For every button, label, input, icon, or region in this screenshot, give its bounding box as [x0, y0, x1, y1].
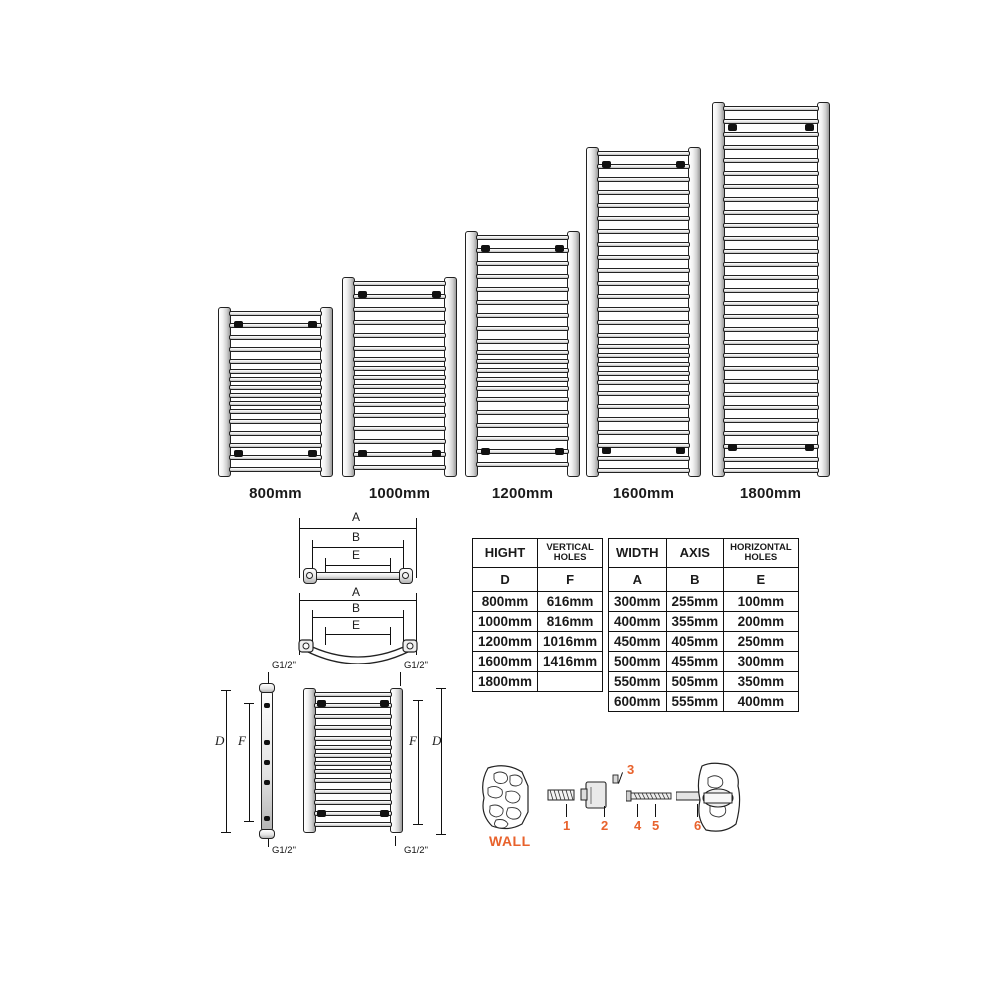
- vertical-holes-cell: 816mm: [538, 611, 603, 631]
- radiator-label-1200mm: 1200mm: [491, 485, 554, 502]
- height-table: [472, 538, 603, 692]
- radiator-label-1600mm: 1600mm: [612, 485, 675, 502]
- width-table: [608, 538, 799, 712]
- mounting-bolt: [481, 448, 490, 455]
- radiator-1000mm: [342, 277, 457, 477]
- radiator-rails: [597, 147, 690, 477]
- mounting-bolt: [481, 245, 490, 252]
- leader-4: [637, 804, 638, 817]
- mounting-bolt: [805, 124, 814, 131]
- height-table-sub-f: F: [538, 567, 603, 591]
- mounting-bolt: [602, 447, 611, 454]
- width-table-header-axis: AXIS: [666, 539, 724, 568]
- leader-5: [655, 804, 656, 817]
- bracket-hole-left: [306, 572, 313, 579]
- vertical-holes-cell: [538, 671, 603, 691]
- bracket-straight-bar: [310, 572, 406, 580]
- table-row: [609, 671, 799, 691]
- table-row: [609, 611, 799, 631]
- leader-2: [604, 806, 605, 817]
- side-profile-bottom-fitting: [259, 829, 275, 839]
- table-row: [473, 591, 603, 611]
- part-number-5: 5: [652, 818, 660, 833]
- axis-cell: 505mm: [666, 671, 724, 691]
- mounting-bolt: [308, 450, 317, 457]
- side-view-label-f: F: [238, 733, 246, 748]
- leader-1: [566, 804, 567, 817]
- bracket-curved-label-b: B: [352, 601, 361, 615]
- part-number-2: 2: [601, 818, 609, 833]
- side-profile-hole: [264, 816, 270, 821]
- bracket-curved-shape: [296, 636, 420, 664]
- radiator-rails: [353, 277, 446, 477]
- width-cell: 450mm: [609, 631, 667, 651]
- width-table-header-horizontal-holes: HORIZONTAL HOLES: [724, 539, 799, 568]
- radiator-rails: [723, 102, 819, 477]
- width-table-sub-b: B: [666, 567, 724, 591]
- part-number-3: 3: [627, 762, 635, 777]
- width-table-sub-a: A: [609, 567, 667, 591]
- wall-section-right-icon: [694, 762, 746, 834]
- mounting-bolt: [555, 245, 564, 252]
- horizontal-holes-cell: 400mm: [724, 691, 799, 711]
- bracket-curved-label-a: A: [352, 585, 361, 599]
- mounting-bolt: [676, 161, 685, 168]
- height-cell: 1600mm: [473, 651, 538, 671]
- mounting-bolt: [728, 124, 737, 131]
- axis-cell: 405mm: [666, 631, 724, 651]
- vertical-holes-cell: 1416mm: [538, 651, 603, 671]
- mounting-bolt: [676, 447, 685, 454]
- height-cell: 800mm: [473, 591, 538, 611]
- bracket-top-label-a: A: [352, 510, 361, 524]
- mounting-bolt: [234, 450, 243, 457]
- mounting-bolt: [358, 291, 367, 298]
- mounting-bolt: [234, 321, 243, 328]
- front-view-connection-top-right: G1/2": [404, 660, 428, 671]
- mounting-bolt: [555, 448, 564, 455]
- radiator-800mm: [218, 307, 333, 477]
- radiator-1200mm: [465, 231, 580, 477]
- radiator-1800mm: [712, 102, 830, 477]
- table-row: [609, 691, 799, 711]
- width-cell: 500mm: [609, 651, 667, 671]
- side-view-label-d: D: [215, 733, 225, 748]
- axis-cell: 455mm: [666, 651, 724, 671]
- width-cell: 400mm: [609, 611, 667, 631]
- side-profile-top-fitting: [259, 683, 275, 693]
- table-row: [609, 651, 799, 671]
- mounting-bolt: [358, 450, 367, 457]
- radiator-label-1800mm: 1800mm: [739, 485, 802, 502]
- table-row: [473, 611, 603, 631]
- part-number-6: 6: [694, 818, 702, 833]
- mounting-bolt: [432, 450, 441, 457]
- bracket-top-label-b: B: [352, 530, 361, 544]
- side-profile-hole: [264, 740, 270, 745]
- mounting-bolt: [602, 161, 611, 168]
- side-view-connection-bottom: G1/2": [272, 845, 296, 856]
- side-profile-hole: [264, 760, 270, 765]
- width-cell: 600mm: [609, 691, 667, 711]
- vertical-holes-cell: 616mm: [538, 591, 603, 611]
- front-view-label-f: F: [409, 733, 417, 748]
- part-number-1: 1: [563, 818, 571, 833]
- axis-cell: 555mm: [666, 691, 724, 711]
- height-table-header-vertical-holes: VERTICAL HOLES: [538, 539, 603, 568]
- mounting-bolt: [805, 444, 814, 451]
- mounting-bolt: [317, 700, 326, 707]
- mounting-bolt: [432, 291, 441, 298]
- vertical-holes-cell: 1016mm: [538, 631, 603, 651]
- leader-line-bottom-right: [395, 836, 396, 846]
- radiator-rails: [476, 231, 569, 477]
- table-row: [609, 591, 799, 611]
- horizontal-holes-cell: 250mm: [724, 631, 799, 651]
- width-cell: 550mm: [609, 671, 667, 691]
- height-cell: 1200mm: [473, 631, 538, 651]
- leader-line-bottom-left: [268, 839, 269, 847]
- radiator-label-800mm: 800mm: [249, 485, 302, 502]
- bracket-top-label-e: E: [352, 548, 361, 562]
- height-table-sub-d: D: [473, 567, 538, 591]
- horizontal-holes-cell: 300mm: [724, 651, 799, 671]
- height-table-header-hight: HIGHT: [473, 539, 538, 568]
- leader-line-top-left: [268, 672, 269, 684]
- table-row: [473, 671, 603, 691]
- table-row: [473, 631, 603, 651]
- mounting-bolt: [728, 444, 737, 451]
- side-view-connection-top: G1/2": [272, 660, 296, 671]
- wall-plug-icon: [546, 786, 578, 804]
- width-table-sub-e: E: [724, 567, 799, 591]
- width-table-header-width: WIDTH: [609, 539, 667, 568]
- horizontal-holes-cell: 200mm: [724, 611, 799, 631]
- mounting-bolt: [308, 321, 317, 328]
- axis-cell: 255mm: [666, 591, 724, 611]
- table-row: [473, 651, 603, 671]
- axis-cell: 355mm: [666, 611, 724, 631]
- radiator-1600mm: [586, 147, 701, 477]
- horizontal-holes-cell: 100mm: [724, 591, 799, 611]
- width-cell: 300mm: [609, 591, 667, 611]
- wall-section-left-icon: [478, 762, 546, 832]
- mounting-bolt: [317, 810, 326, 817]
- height-cell: 1000mm: [473, 611, 538, 631]
- height-cell: 1800mm: [473, 671, 538, 691]
- side-profile-hole: [264, 780, 270, 785]
- wall-label: WALL: [489, 833, 531, 849]
- front-view-label-d: D: [432, 733, 442, 748]
- front-view-connection-bottom-right: G1/2": [404, 845, 428, 856]
- horizontal-holes-cell: 350mm: [724, 671, 799, 691]
- side-profile-hole: [264, 703, 270, 708]
- bracket-curved-label-e: E: [352, 618, 361, 632]
- bracket-hole-right: [402, 572, 409, 579]
- table-row: [609, 631, 799, 651]
- mounting-bolt: [380, 810, 389, 817]
- part-number-4: 4: [634, 818, 642, 833]
- front-view-radiator: [303, 688, 403, 833]
- leader-line-top-right: [400, 672, 401, 686]
- mounting-bolt: [380, 700, 389, 707]
- radiator-label-1000mm: 1000mm: [368, 485, 431, 502]
